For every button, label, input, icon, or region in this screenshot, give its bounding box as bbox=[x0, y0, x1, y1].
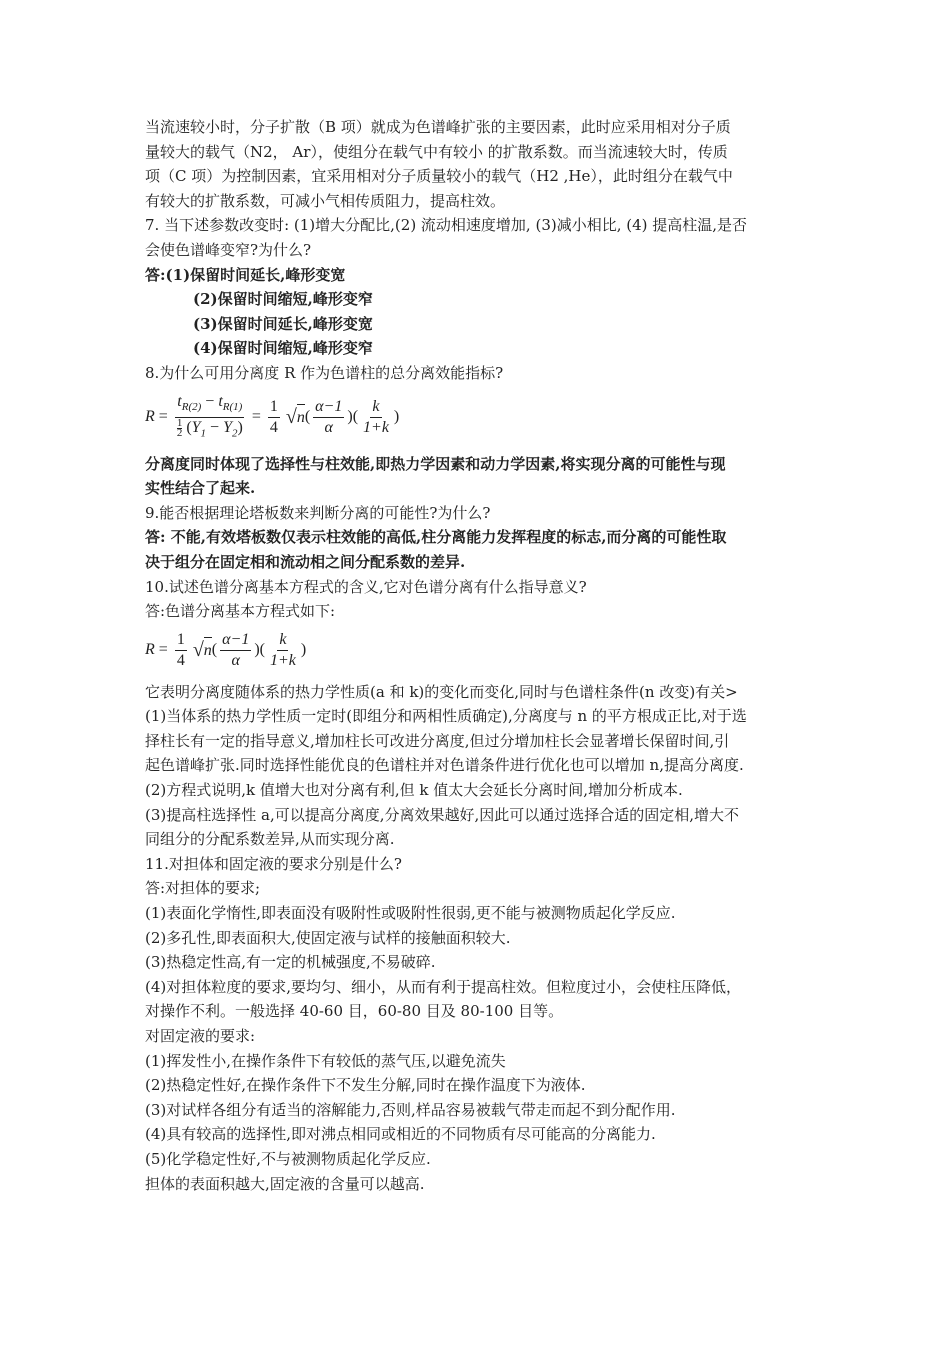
answer-10-intro: 答:色谱分离基本方程式如下: bbox=[145, 602, 336, 621]
paragraph-line: (1)当体系的热力学性质一定时(即组分和两相性质确定),分离度与 n 的平方根成正比,对于选 bbox=[145, 707, 747, 726]
paragraph-line: 项（C 项）为控制因素，宜采用相对分子质量较小的载气（H2 ,He），此时组分在载气中 bbox=[145, 167, 733, 186]
paragraph-line: 它表明分离度随体系的热力学性质(a 和 k)的变化而变化,同时与色谱柱条件(n 改变)有关> bbox=[145, 682, 738, 701]
paragraph-line: (3)提高柱选择性 a,可以提高分离度,分离效果越好,因此可以通过选择合适的固定相,增大不 bbox=[145, 805, 740, 824]
answer-7-2: (2)保留时间缩短,峰形变窄 bbox=[193, 290, 373, 309]
answer-8-line: 分离度同时体现了选择性与柱效能,即热力学因素和动力学因素,将实现分离的可能性与现 bbox=[145, 454, 726, 473]
sqrt-symbol: √ bbox=[192, 639, 204, 662]
resolution-formula-definition: R = $t_{R(2)} - t_{R(1)}$ $\frac{1}{2}$ $(Y_1 - Y_2)$ = $\frac{1}{4}$ √ n ( $\frac{\alpha-1}{\alpha}$ )( $\frac{k}{1+k}$ ) bbox=[145, 392, 810, 444]
answer-7-1: 答:(1)保留时间延长,峰形变宽 bbox=[145, 265, 346, 284]
answer-7-3: (3)保留时间延长,峰形变宽 bbox=[193, 314, 373, 333]
paragraph-line: 有较大的扩散系数，可减小气相传质阻力，提高柱效。 bbox=[145, 191, 506, 210]
list-item: (1)表面化学惰性,即表面没有吸附性或吸附性很弱,更不能与被测物质起化学反应. bbox=[145, 904, 676, 923]
list-item: (3)对试样各组分有适当的溶解能力,否则,样品容易被载气带走而起不到分配作用. bbox=[145, 1100, 676, 1119]
list-item: (4)对担体粒度的要求,要均匀、细小，从而有利于提高柱效。但粒度过小，会使柱压降低， bbox=[145, 977, 742, 996]
list-item: (3)热稳定性高,有一定的机械强度,不易破碎. bbox=[145, 953, 436, 972]
question-11: 11.对担体和固定液的要求分别是什么? bbox=[145, 854, 402, 873]
paragraph-line: 量较大的载气（N2， Ar），使组分在载气中有较小 的扩散系数。而当流速较大时，传质 bbox=[145, 142, 728, 161]
list-item: (4)具有较高的选择性,即对沸点相同或相近的不同物质有尽可能高的分离能力. bbox=[145, 1125, 656, 1144]
question-10: 10.试述色谱分离基本方程式的含义,它对色谱分离有什么指导意义? bbox=[145, 577, 587, 596]
question-7: 7. 当下述参数改变时: (1)增大分配比,(2) 流动相速度增加, (3)减小相比, (4) 提高柱温,是否 bbox=[145, 216, 748, 235]
paragraph-line: 起色谱峰扩张.同时选择性能优良的色谱柱并对色谱条件进行优化也可以增加 n,提高分离度. bbox=[145, 756, 744, 775]
paragraph-line: 当流速较小时，分子扩散（B 项）就成为色谱峰扩张的主要因素，此时应采用相对分子质 bbox=[145, 118, 731, 136]
answer-9-line: 决于组分在固定相和流动相之间分配系数的差异. bbox=[145, 552, 466, 571]
paragraph-line: 同组分的分配系数差异,从而实现分离. bbox=[145, 830, 395, 849]
paragraph-line: (2)方程式说明,k 值增大也对分离有利,但 k 值太大会延长分离时间,增加分析成本. bbox=[145, 781, 683, 800]
sqrt-symbol: √ bbox=[285, 406, 297, 429]
question-7-cont: 会使色谱峰变窄?为什么? bbox=[145, 240, 312, 259]
answer-8-line: 实性结合了起来. bbox=[145, 479, 256, 498]
list-item: 对操作不利。一般选择 40-60 目，60-80 目及 80-100 目等。 bbox=[145, 1002, 564, 1021]
list-item: (2)多孔性,即表面积大,使固定液与试样的接触面积较大. bbox=[145, 928, 511, 947]
paragraph-line: 担体的表面积越大,固定液的含量可以越高. bbox=[145, 1174, 425, 1193]
question-9: 9.能否根据理论塔板数来判断分离的可能性?为什么? bbox=[145, 503, 491, 522]
paragraph-line: 择柱长有一定的指导意义,增加柱长可改进分离度,但过分增加柱长会显著增长保留时间,引 bbox=[145, 731, 730, 750]
answer-7-4: (4)保留时间缩短,峰形变窄 bbox=[193, 339, 373, 358]
document-body bbox=[145, 115, 810, 1196]
list-item: (1)挥发性小,在操作条件下有较低的蒸气压,以避免流失 bbox=[145, 1051, 506, 1070]
section-heading: 对固定液的要求: bbox=[145, 1027, 256, 1045]
list-item: (2)热稳定性好,在操作条件下不发生分解,同时在操作温度下为液体. bbox=[145, 1076, 586, 1095]
formula-fraction: $t_{R(2)} - t_{R(1)}$ $\frac{1}{2}$ $(Y_1 - Y_2)$ bbox=[176, 392, 243, 440]
answer-9-line: 答: 不能,有效塔板数仅表示柱效能的高低,柱分离能力发挥程度的标志,而分离的可能性取 bbox=[145, 528, 727, 547]
resolution-basic-equation: R = $\frac{1}{4}$ √ n ( $\frac{\alpha-1}{\alpha}$ )( $\frac{k}{1+k}$ ) bbox=[145, 631, 307, 670]
list-item: (5)化学稳定性好,不与被测物质起化学反应. bbox=[145, 1149, 431, 1168]
answer-11-intro: 答:对担体的要求; bbox=[145, 879, 261, 898]
question-8: 8.为什么可用分离度 R 作为色谱柱的总分离效能指标? bbox=[145, 363, 504, 382]
